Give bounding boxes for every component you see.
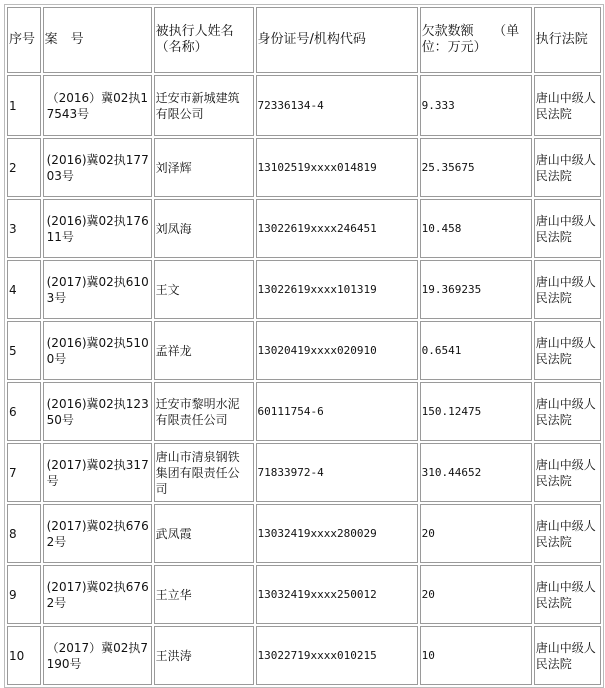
debt-amount: 10	[420, 626, 532, 685]
court-name: 唐山中级人民法院	[534, 75, 601, 136]
header-case: 案 号	[43, 7, 152, 73]
row-number: 1	[7, 75, 41, 136]
debtor-name: 王洪涛	[154, 626, 254, 685]
court-name: 唐山中级人民法院	[534, 382, 601, 441]
table-row	[7, 565, 601, 624]
debt-amount: 310.44652	[420, 443, 532, 502]
case-number: (2016)冀02执17611号	[43, 199, 152, 258]
case-number: (2017)冀02执317号	[43, 443, 152, 502]
court-name: 唐山中级人民法院	[534, 138, 601, 197]
case-number: (2017)冀02执6762号	[43, 565, 152, 624]
debtor-name: 王文	[154, 260, 254, 319]
debtor-name: 王立华	[154, 565, 254, 624]
debtor-name: 刘泽辉	[154, 138, 254, 197]
case-number: (2016)冀02执12350号	[43, 382, 152, 441]
row-number: 9	[7, 565, 41, 624]
table-row	[7, 382, 601, 441]
id-code: 13102519xxxx014819	[256, 138, 418, 197]
debt-amount: 20	[420, 504, 532, 563]
court-name: 唐山中级人民法院	[534, 199, 601, 258]
table-row	[7, 260, 601, 319]
id-code: 13022619xxxx246451	[256, 199, 418, 258]
table-row	[7, 199, 601, 258]
debt-amount: 19.369235	[420, 260, 532, 319]
id-code: 72336134-4	[256, 75, 418, 136]
case-number: （2016）冀02执17543号	[43, 75, 152, 136]
table-row	[7, 321, 601, 380]
debt-amount: 25.35675	[420, 138, 532, 197]
table-row	[7, 138, 601, 197]
court-name: 唐山中级人民法院	[534, 260, 601, 319]
id-code: 60111754-6	[256, 382, 418, 441]
case-number: (2017)冀02执6762号	[43, 504, 152, 563]
court-name: 唐山中级人民法院	[534, 504, 601, 563]
debt-amount: 0.6541	[420, 321, 532, 380]
court-name: 唐山中级人民法院	[534, 321, 601, 380]
row-number: 6	[7, 382, 41, 441]
debt-amount: 10.458	[420, 199, 532, 258]
row-number: 10	[7, 626, 41, 685]
debtor-name: 迁安市新城建筑有限公司	[154, 75, 254, 136]
id-code: 13032419xxxx250012	[256, 565, 418, 624]
debtor-name: 刘凤海	[154, 199, 254, 258]
table-row	[7, 443, 601, 502]
debt-amount: 150.12475	[420, 382, 532, 441]
debtor-name: 武凤霞	[154, 504, 254, 563]
case-number: (2017)冀02执6103号	[43, 260, 152, 319]
case-number: (2016)冀02执5100号	[43, 321, 152, 380]
id-code: 13022619xxxx101319	[256, 260, 418, 319]
debtor-table	[4, 4, 604, 688]
debt-amount: 9.333	[420, 75, 532, 136]
case-number: （2017）冀02执7190号	[43, 626, 152, 685]
header-amount: 欠款数额 （单位：万元）	[420, 7, 532, 73]
id-code: 13022719xxxx010215	[256, 626, 418, 685]
id-code: 13020419xxxx020910	[256, 321, 418, 380]
row-number: 4	[7, 260, 41, 319]
header-name: 被执行人姓名（名称）	[154, 7, 254, 73]
row-number: 3	[7, 199, 41, 258]
table-header-row	[7, 7, 601, 73]
row-number: 7	[7, 443, 41, 502]
id-code: 13032419xxxx280029	[256, 504, 418, 563]
court-name: 唐山中级人民法院	[534, 443, 601, 502]
header-id: 身份证号/机构代码	[256, 7, 418, 73]
header-no: 序号	[7, 7, 41, 73]
court-name: 唐山中级人民法院	[534, 626, 601, 685]
header-court: 执行法院	[534, 7, 601, 73]
case-number: (2016)冀02执17703号	[43, 138, 152, 197]
table-row	[7, 75, 601, 136]
row-number: 8	[7, 504, 41, 563]
row-number: 5	[7, 321, 41, 380]
debtor-name: 孟祥龙	[154, 321, 254, 380]
row-number: 2	[7, 138, 41, 197]
id-code: 71833972-4	[256, 443, 418, 502]
debt-amount: 20	[420, 565, 532, 624]
table-row	[7, 504, 601, 563]
court-name: 唐山中级人民法院	[534, 565, 601, 624]
debtor-name: 迁安市黎明水泥有限责任公司	[154, 382, 254, 441]
table-row	[7, 626, 601, 685]
debtor-name: 唐山市清泉钢铁集团有限责任公司	[154, 443, 254, 502]
